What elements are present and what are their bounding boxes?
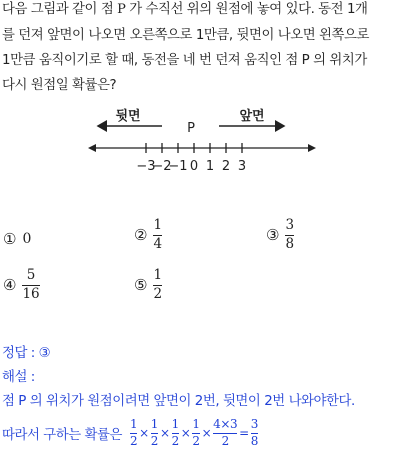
option-3-fraction: $\frac{3}{8}$	[285, 217, 295, 252]
option-5[interactable]	[134, 268, 162, 302]
explanation-line-1: 점 P 의 위치가 원점이려면 앞면이 2번, 뒷면이 2번 나와야한다.	[2, 394, 355, 409]
calc-result-fraction: $\frac{3}{8}$	[250, 417, 258, 448]
option-4-fraction: $\frac{5}{16}$	[22, 267, 40, 302]
axis-right-arrowhead	[308, 144, 316, 152]
heads-label: 앞면	[239, 109, 265, 124]
option-1[interactable]	[3, 230, 31, 248]
calc-fraction-5: $\frac{4\times 3}{2}$	[213, 417, 238, 448]
question-line-1: 다음 그림과 같이 점 P 가 수직선 위의 원점에 놓여 있다. 동전 1개	[2, 2, 368, 17]
point-p-variable: P	[117, 2, 126, 17]
question-line-3: 1만큼 움직이기로 할 때, 동전을 네 번 던져 움직인 점 P 의 위치가	[2, 53, 367, 68]
calc-fraction-2: $\frac{1}{2}$	[150, 417, 158, 448]
explanation-label: 해설 :	[2, 370, 35, 385]
tick-label: 1	[205, 159, 215, 174]
explanation-line-2-prefix: 따라서 구하는 확률은	[2, 427, 122, 443]
point-p-label: P	[187, 121, 195, 136]
option-4-mark: ④	[3, 276, 17, 294]
tick-label: −3	[136, 159, 156, 174]
option-2-fraction: $\frac{1}{4}$	[153, 217, 163, 252]
option-3[interactable]	[266, 218, 294, 252]
option-1-mark: ①	[3, 230, 17, 248]
question-line-2: 를 던져 앞면이 나오면 오른쪽으로 1만큼, 뒷면이 나오면 왼쪽으로	[2, 28, 369, 43]
option-4[interactable]	[3, 268, 40, 302]
option-5-fraction: $\frac{1}{2}$	[153, 267, 163, 302]
option-5-mark: ⑤	[134, 276, 148, 294]
question-line-4: 다시 원점일 확률은?	[2, 78, 117, 93]
tick-label: −2	[152, 159, 172, 174]
tick-label: 3	[237, 159, 247, 174]
option-2-mark: ②	[134, 226, 148, 244]
option-1-value: 0	[22, 231, 32, 247]
calc-fraction-4: $\frac{1}{2}$	[192, 417, 200, 448]
option-3-mark: ③	[266, 226, 280, 244]
axis-left-arrowhead	[88, 144, 96, 152]
tick-label: −1	[168, 159, 188, 174]
number-line-diagram	[0, 104, 400, 179]
probability-calculation: $\frac{1}{2}$ × $\frac{1}{2}$ × $\frac{1}{2}$ × $\frac{1}{2}$ × $\frac{4\times 3}{2}$ = $\frac{3}{8}$	[129, 417, 258, 448]
tails-label: 뒷면	[115, 109, 141, 124]
calc-fraction-1: $\frac{1}{2}$	[129, 417, 138, 448]
tick-label: 2	[221, 159, 231, 174]
option-2[interactable]	[134, 218, 162, 252]
calc-fraction-3: $\frac{1}{2}$	[171, 417, 179, 448]
explanation-line-2	[2, 418, 258, 448]
answer-label: 정답 : ③	[2, 346, 51, 361]
tick-label: 0	[189, 159, 199, 174]
